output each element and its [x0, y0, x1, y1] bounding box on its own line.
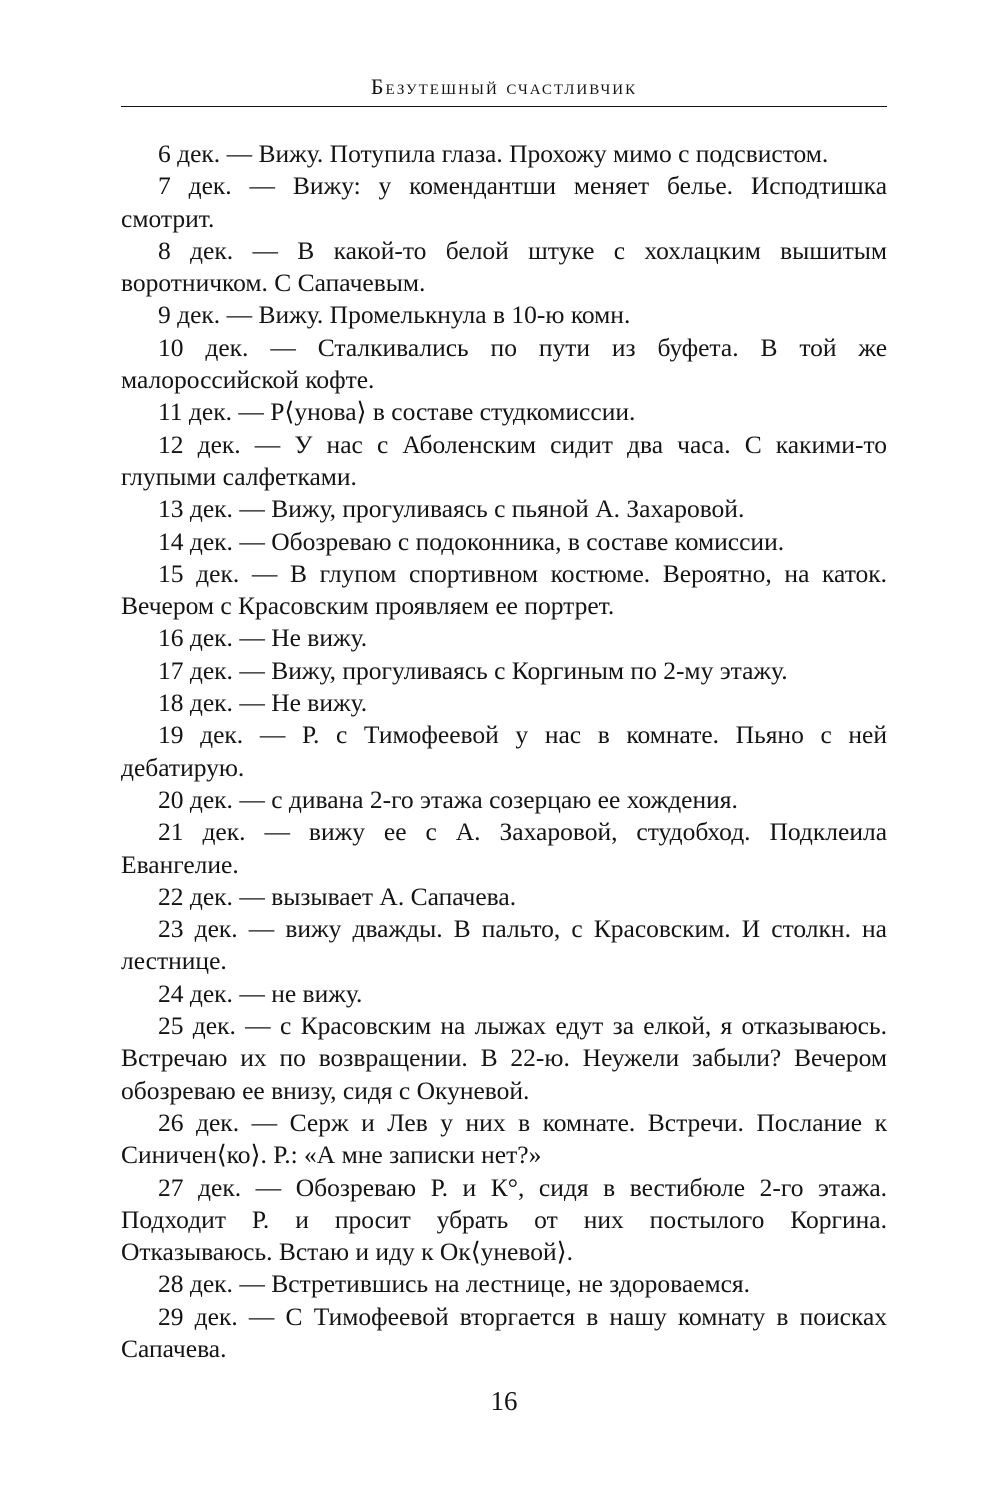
entry-dash: —	[239, 978, 265, 1008]
entry-text: не вижу.	[271, 978, 363, 1008]
entry-date: 14 дек.	[158, 526, 233, 556]
entry-dash: —	[239, 494, 265, 524]
diary-entry	[121, 526, 887, 558]
entry-dash: —	[245, 1011, 271, 1041]
entry-dash: —	[255, 1172, 282, 1202]
entry-text: вижу дважды. В пальто, с Красовским. И столкн. на лестнице.	[121, 914, 887, 976]
entry-dash: —	[252, 235, 278, 265]
entry-text: У нас с Аболенским сидит два часа. С какими-то глупыми салфетками.	[121, 429, 887, 491]
entry-text: В какой-то белой штуке с хохлацким вышитым воротничком. С Сапачевым.	[121, 235, 888, 298]
header-rule	[121, 106, 887, 107]
entry-date: 29 дек.	[158, 1301, 238, 1331]
diary-entry	[121, 1172, 887, 1269]
entry-date: 22 дек.	[158, 881, 233, 911]
entry-date: 18 дек.	[158, 688, 233, 718]
entry-dash: —	[264, 817, 290, 847]
entry-date: 15 дек.	[158, 558, 240, 588]
entry-text: Не вижу.	[271, 623, 368, 653]
diary-entry	[121, 784, 887, 816]
entry-date: 27 дек.	[158, 1172, 242, 1202]
entry-date: 8 дек.	[158, 235, 234, 265]
diary-entry	[121, 332, 887, 397]
entry-date: 23 дек.	[158, 914, 238, 944]
entry-text: Вижу, прогуливаясь с пьяной А. Захаровой.	[271, 494, 745, 524]
diary-entry	[121, 1301, 887, 1366]
entry-date: 21 дек.	[158, 817, 246, 847]
diary-entry	[121, 1010, 887, 1107]
entry-dash: —	[248, 914, 275, 944]
entry-dash: —	[249, 171, 276, 201]
diary-entry	[121, 1268, 887, 1300]
diary-entry	[121, 913, 887, 978]
diary-entry	[121, 558, 887, 623]
entry-dash: —	[226, 139, 253, 168]
entry-dash: —	[239, 881, 265, 911]
entry-text: Серж и Лев у них в комнате. Встречи. Послание к Синичен⟨ко⟩. Р.: «А мне записки нет?»	[121, 1107, 888, 1170]
entry-dash: —	[239, 655, 265, 685]
diary-entry	[121, 816, 887, 881]
entry-dash: —	[239, 623, 265, 653]
entry-text: Р⟨унова⟩ в составе студкомиссии.	[270, 397, 636, 427]
entry-date: 13 дек.	[158, 494, 233, 524]
diary-entry	[121, 1107, 887, 1172]
diary-entry	[121, 881, 887, 913]
entry-text: с Красовским на лыжах едут за елкой, я отказываюсь. Встречаю их по возвращении. В 22-ю. Неужели забыли? Вечером обозреваю ее внизу, сидя с Окуневой.	[121, 1011, 888, 1105]
entry-text: Вижу. Потупила глаза. Прохожу мимо с подсвистом.	[258, 139, 829, 168]
entry-dash: —	[248, 1301, 275, 1331]
entry-dash: —	[238, 397, 264, 427]
diary-entry	[121, 396, 887, 428]
diary-entry	[121, 299, 887, 331]
entry-text: Обозреваю с подоконника, в составе комиссии.	[271, 526, 785, 556]
entry-date: 28 дек.	[158, 1269, 233, 1299]
entry-text: Сталкивались по пути из буфета. В той же малороссийской кофте.	[121, 332, 888, 395]
entry-text: вижу ее с А. Захаровой, студобход. Подклеила Евангелие.	[121, 817, 888, 879]
diary-text	[121, 138, 887, 1365]
entry-text: Обозреваю Р. и К°, сидя в вестибюле 2-го этажа. Подходит Р. и просит убрать от них постылого Коргина. Отказываюсь. Встаю и иду к Ок⟨уневой⟩.	[121, 1172, 888, 1267]
entry-date: 26 дек.	[158, 1107, 240, 1137]
diary-entry	[121, 687, 887, 719]
diary-entry	[121, 978, 887, 1010]
entry-text: С Тимофеевой вторгается в нашу комнату в поисках Сапачева.	[121, 1301, 888, 1363]
entry-date: 24 дек.	[158, 978, 233, 1008]
diary-entry	[121, 655, 887, 687]
entry-text: Р. с Тимофеевой у нас в комнате. Пьяно с ней дебатирую.	[121, 720, 888, 782]
diary-entry	[121, 719, 887, 784]
entry-text: с дивана 2-го этажа созерцаю ее хождения.	[271, 784, 738, 814]
entry-dash: —	[251, 558, 278, 588]
entry-dash: —	[239, 526, 265, 556]
entry-date: 10 дек.	[158, 332, 249, 362]
entry-date: 20 дек.	[158, 784, 233, 814]
entry-text: Вижу. Промелькнула в 10-ю комн.	[258, 300, 631, 330]
running-title: Безутешный счастливчик	[370, 74, 638, 99]
entry-dash: —	[259, 720, 286, 750]
entry-date: 9 дек.	[158, 300, 221, 330]
entry-date: 25 дек.	[158, 1011, 236, 1041]
entry-dash: —	[239, 688, 265, 718]
entry-text: Вижу: у комендантши меняет белье. Исподтишка смотрит.	[121, 171, 888, 233]
entry-date: 17 дек.	[158, 655, 233, 685]
entry-date: 6 дек.	[158, 139, 221, 168]
diary-entry	[121, 493, 887, 525]
entry-text: вызывает А. Сапачева.	[271, 881, 517, 911]
entry-text: Встретившись на лестнице, не здороваемся.	[271, 1269, 751, 1299]
entry-date: 16 дек.	[158, 623, 233, 653]
entry-date: 19 дек.	[158, 720, 244, 750]
entry-date: 12 дек.	[158, 429, 241, 459]
diary-entry	[121, 170, 887, 235]
page-number: 16	[490, 1386, 518, 1416]
entry-date: 7 дек.	[158, 171, 232, 201]
entry-date: 11 дек.	[158, 397, 232, 427]
diary-entry	[121, 622, 887, 654]
entry-dash: —	[251, 1107, 278, 1137]
entry-dash: —	[239, 784, 265, 814]
entry-dash: —	[270, 332, 296, 362]
diary-entry	[121, 138, 887, 170]
entry-dash: —	[239, 1269, 265, 1299]
diary-entry	[121, 235, 887, 300]
entry-text: Не вижу.	[271, 688, 368, 718]
entry-text: В глупом спортивном костюме. Вероятно, на каток. Вечером с Красовским проявляем ее портрет.	[121, 558, 888, 621]
entry-dash: —	[254, 429, 281, 459]
entry-dash: —	[226, 300, 253, 330]
entry-text: Вижу, прогуливаясь с Коргиным по 2-му этажу.	[271, 655, 788, 685]
diary-entry	[121, 429, 887, 494]
